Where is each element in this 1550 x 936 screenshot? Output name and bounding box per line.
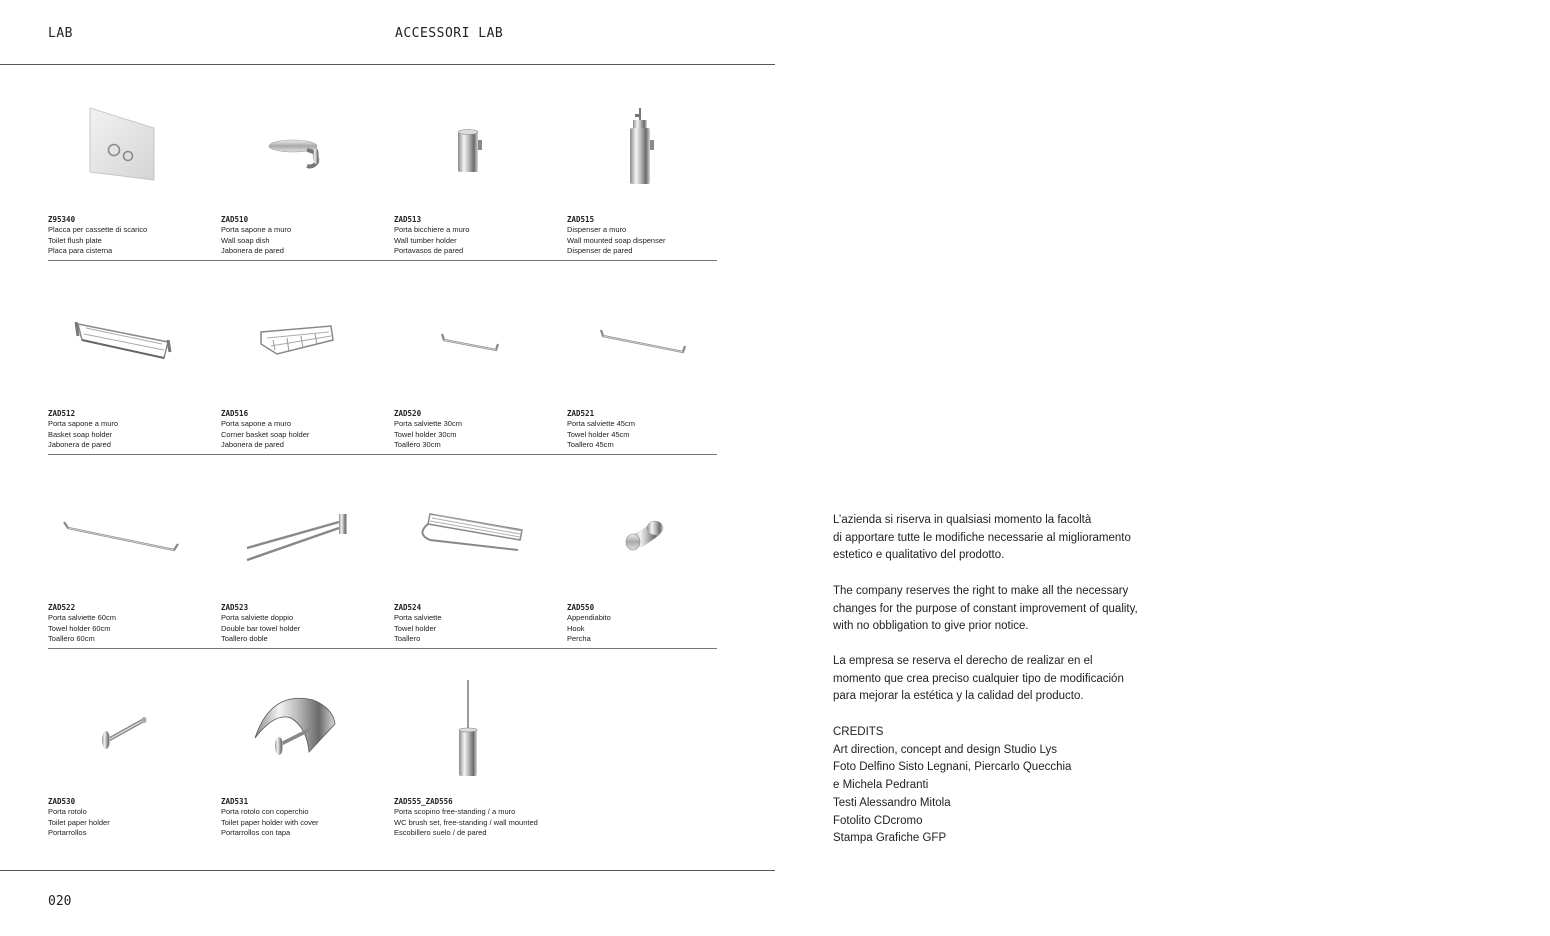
footer-divider [0,870,775,871]
product-code: ZAD523 [221,603,249,612]
header-divider [0,64,775,65]
product-name-en: Towel holder 60cm [48,623,111,633]
product-image-soap-dispenser [567,90,717,200]
product-code: ZAD516 [221,409,249,418]
product-name-es: Toallero 45cm [567,439,614,449]
product-image-basket-soap-holder [48,284,198,394]
product-image-tumbler-holder [394,90,544,200]
product-image-double-towel-holder [221,478,371,588]
product-code: ZAD522 [48,603,76,612]
product-name-it: Placca per cassette di scarico [48,225,148,235]
product-name-it: Porta salviette [394,613,442,623]
product-name-it: Porta salviette 45cm [567,419,635,429]
product-code: ZAD550 [567,603,595,612]
product-name-en: Basket soap holder [48,429,113,439]
product-name-it: Porta salviette 30cm [394,419,462,429]
product-name-es: Percha [567,633,591,643]
product-image-hook [567,478,717,588]
product-name-it: Porta sapone a muro [221,419,292,429]
product-code: ZAD531 [221,797,249,806]
product-image-towel-holder-60 [48,478,198,588]
product-name-es: Jabonera de pared [221,439,284,449]
disclaimer-es [833,653,1163,706]
product-name-es: Escobillero suelo / de pared [394,827,487,837]
text-line: L’azienda si riserva in qualsiasi momento la facoltà [833,514,1092,526]
product-image-flush-plate [48,90,198,200]
product-code: ZAD555_ZAD556 [394,797,453,806]
text-line: with no obbligation to give prior notice. [833,620,1029,633]
product-code: ZAD510 [221,215,249,224]
product-name-it: Porta rotolo [48,807,87,817]
product-name-en: Wall mounted soap dispenser [567,235,666,245]
product-name-es: Portavasos de pared [394,245,464,255]
product-name-en: Towel holder 30cm [394,429,457,439]
product-name-it: Porta sapone a muro [221,225,292,235]
credits-line: e Michela Pedranti [833,779,929,792]
credits-line: Stampa Grafiche GFP [833,832,947,845]
product-image-paper-holder-cover [221,672,371,782]
text-line: estetico e qualitativo del prodotto. [833,549,1005,562]
disclaimer-en [833,583,1163,636]
product-name-en: Toilet flush plate [48,235,102,245]
product-name-en: Toilet paper holder with cover [221,817,319,827]
row-divider [48,648,717,649]
product-name-it: Porta bicchiere a muro [394,225,470,235]
text-line: momento que crea preciso cualquier tipo de modificación [833,672,1124,685]
text-line: changes for the purpose of constant improvement of quality, [833,602,1138,615]
credits-line: Testi Alessandro Mitola [833,796,951,809]
product-name-it: Porta sapone a muro [48,419,119,429]
row-divider [48,454,717,455]
disclaimer-it [833,512,1163,565]
product-code: Z95340 [48,215,76,224]
product-name-en: Hook [567,623,585,633]
section-title: ACCESSORI LAB [395,26,504,41]
credits-title: CREDITS [833,726,884,738]
product-name-es: Portarrollos [48,827,87,837]
product-name-en: Corner basket soap holder [221,429,310,439]
row-divider [48,260,717,261]
product-name-it: Porta rotolo con coperchio [221,807,309,817]
product-name-es: Portarrollos con tapa [221,827,291,837]
product-name-it: Dispenser a muro [567,225,627,235]
product-name-en: Towel holder 45cm [567,429,630,439]
brand-label: LAB [48,26,73,41]
product-code: ZAD520 [394,409,422,418]
product-name-it: Appendiabito [567,613,611,623]
page-number: 020 [48,894,72,909]
product-code: ZAD530 [48,797,76,806]
credits-line: Art direction, concept and design Studio Lys [833,743,1057,756]
product-name-es: Toallero doble [221,633,268,643]
product-name-it: Porta scopino free-standing / a muro [394,807,516,817]
product-image-corner-basket [221,284,371,394]
product-name-en: Double bar towel holder [221,623,301,633]
credits-line: Fotolito CDcromo [833,814,923,827]
product-name-es: Toallero 30cm [394,439,441,449]
text-line: La empresa se reserva el derecho de realizar en el [833,655,1093,667]
product-code: ZAD515 [567,215,595,224]
credits-line: Foto Delfino Sisto Legnani, Piercarlo Quecchia [833,761,1072,774]
product-name-it: Porta salviette 60cm [48,613,116,623]
product-name-en: Toilet paper holder [48,817,110,827]
product-name-es: Toallero [394,633,421,643]
product-image-wc-brush [394,672,544,782]
product-name-en: Wall soap dish [221,235,270,245]
product-name-en: Towel holder [394,623,437,633]
text-line: para mejorar la estética y la calidad del producto. [833,690,1084,703]
text-line: The company reserves the right to make all the necessary [833,585,1129,597]
product-image-soap-dish [221,90,371,200]
product-name-en: WC brush set, free-standing / wall mounted [394,817,538,827]
text-line: di apportare tutte le modifiche necessarie al miglioramento [833,531,1131,544]
product-name-es: Placa para cisterna [48,245,113,255]
product-image-paper-holder [48,672,198,782]
product-name-es: Dispenser de pared [567,245,633,255]
product-name-it: Porta salviette doppio [221,613,294,623]
product-code: ZAD513 [394,215,422,224]
product-name-es: Jabonera de pared [221,245,284,255]
product-code: ZAD512 [48,409,76,418]
product-name-es: Jabonera de pared [48,439,111,449]
credits [833,724,1163,848]
product-code: ZAD524 [394,603,422,612]
product-name-en: Wall tumber holder [394,235,457,245]
product-image-towel-shelf [394,478,544,588]
product-image-towel-holder-45 [567,284,717,394]
product-name-es: Toallero 60cm [48,633,95,643]
product-image-towel-holder-30 [394,284,544,394]
product-code: ZAD521 [567,409,595,418]
